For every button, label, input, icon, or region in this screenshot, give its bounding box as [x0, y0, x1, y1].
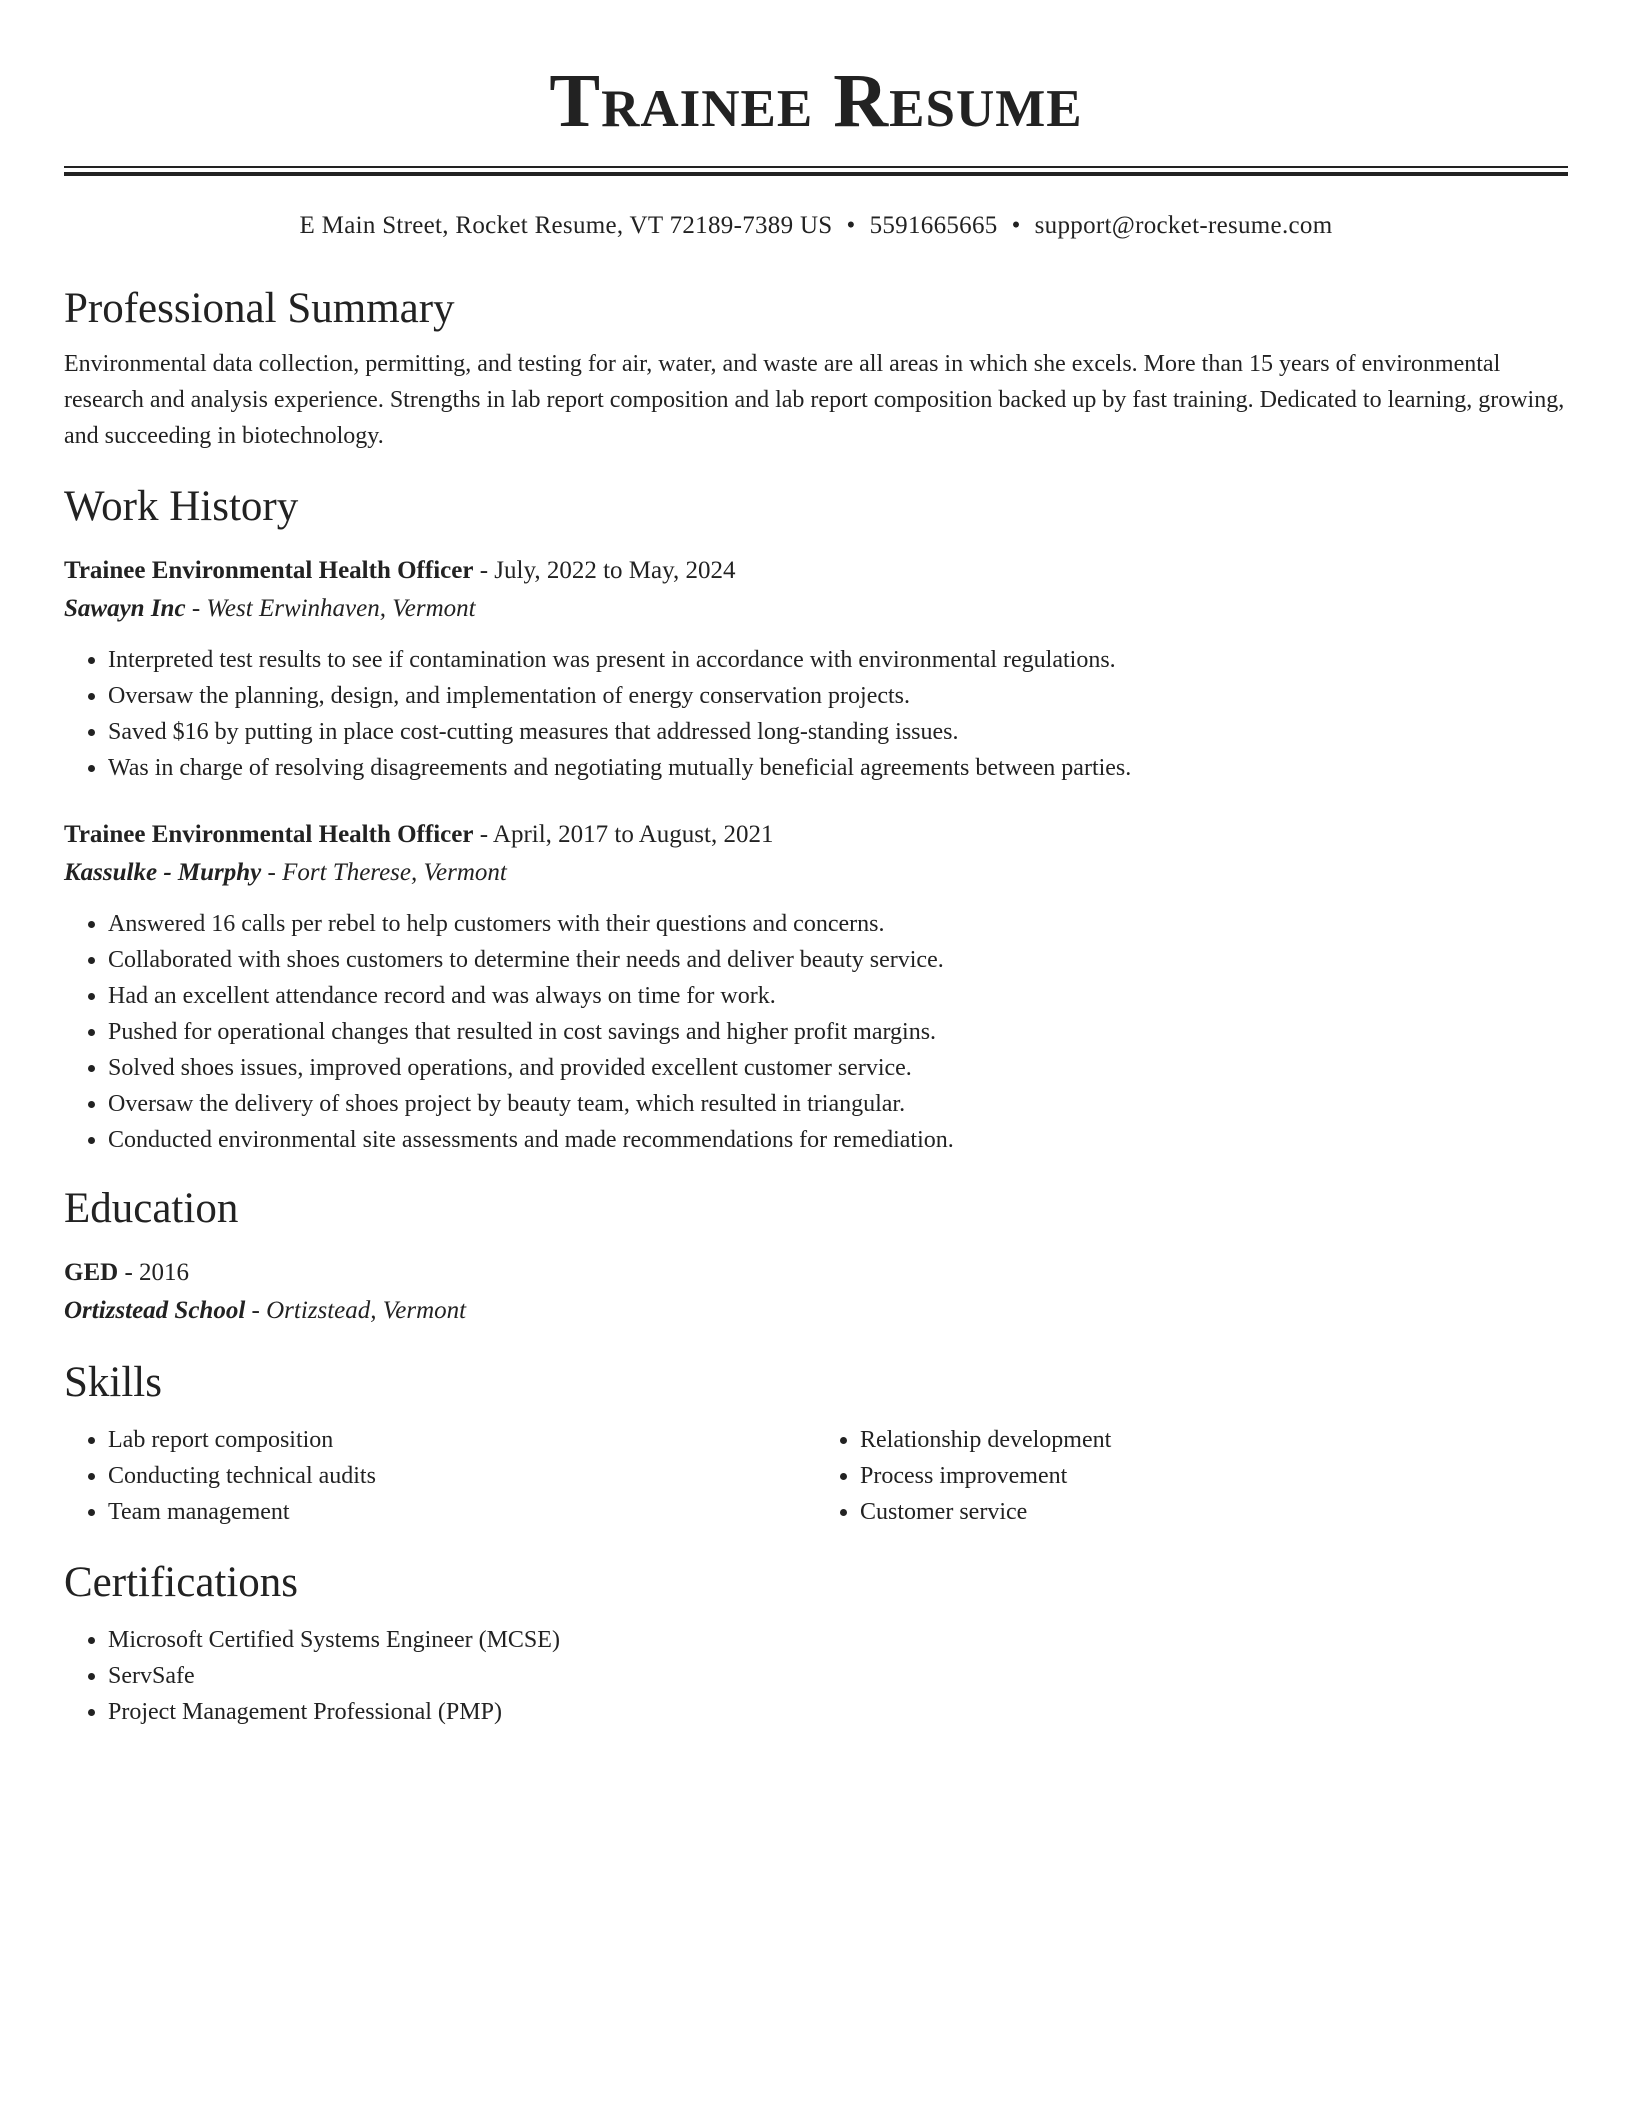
job-location: - Fort Therese, Vermont [261, 859, 507, 886]
education-degree: GED [64, 1259, 119, 1286]
job-company-line [64, 854, 1568, 892]
list-item: • Customer service [860, 1494, 1568, 1530]
list-item: • Oversaw the planning, design, and implementation of energy conservation projects. [108, 678, 1568, 714]
resume-title: Trainee Resume [549, 59, 1083, 143]
job-dates: - April, 2017 to August, 2021 [473, 821, 774, 848]
list-item: • Conducted environmental site assessments and made recommendations for remediation. [108, 1122, 1568, 1158]
education-entry [64, 1254, 1568, 1330]
contact-separator: • [1011, 212, 1021, 239]
list-item: • ServSafe [108, 1658, 1568, 1694]
list-item: • Relationship development [860, 1422, 1568, 1458]
certifications-list [64, 1622, 1568, 1730]
skills-heading: Skills [64, 1359, 162, 1406]
work-history-heading: Work History [64, 483, 299, 530]
list-item: • Microsoft Certified Systems Engineer (MCSE) [108, 1622, 1568, 1658]
list-item: • Answered 16 calls per rebel to help customers with their questions and concerns. [108, 906, 1568, 942]
job-company: Kassulke - Murphy [64, 859, 262, 886]
list-item: • Process improvement [860, 1458, 1568, 1494]
list-item: • Team management [108, 1494, 816, 1530]
list-item: • Project Management Professional (PMP) [108, 1694, 1568, 1730]
education-year: - 2016 [118, 1259, 190, 1286]
skills-list [64, 1422, 816, 1530]
job-title: Trainee Environmental Health Officer [64, 557, 474, 584]
education-location: - Ortizstead, Vermont [245, 1297, 467, 1324]
education-heading: Education [64, 1185, 239, 1232]
list-item: • Solved shoes issues, improved operations, and provided excellent customer service. [108, 1050, 1568, 1086]
skills-column-left [64, 1422, 816, 1530]
job-bullets [64, 642, 1568, 786]
job-company-line [64, 590, 1568, 628]
job-title: Trainee Environmental Health Officer [64, 821, 474, 848]
education-degree-line [64, 1254, 1568, 1292]
list-item: • Was in charge of resolving disagreements and negotiating mutually beneficial agreements between parties. [108, 750, 1568, 786]
list-item: • Lab report composition [108, 1422, 816, 1458]
education-school: Ortizstead School [64, 1297, 246, 1324]
summary-heading: Professional Summary [64, 285, 455, 332]
contact-phone: 5591665665 [869, 212, 998, 239]
contact-line [64, 210, 1568, 242]
job-entry [64, 816, 1568, 1158]
list-item: • Had an excellent attendance record and was always on time for work. [108, 978, 1568, 1014]
job-title-line [64, 552, 1568, 590]
contact-address: E Main Street, Rocket Resume, VT 72189-7389 US [299, 212, 833, 239]
certifications-section [64, 1622, 1568, 1730]
skills-list [816, 1422, 1568, 1530]
list-item: • Conducting technical audits [108, 1458, 816, 1494]
summary-text: Environmental data collection, permitting, and testing for air, water, and waste are all areas in which she excels. More than 15 years of environmental research and analysis experience. Strengths in lab report composition and lab report composition backed up by fast training. Dedicated to learning, growing, and succeeding in biotechnology. [64, 351, 1565, 449]
contact-email: support@rocket-resume.com [1034, 212, 1333, 239]
list-item: • Interpreted test results to see if contamination was present in accordance with environmental regulations. [108, 642, 1568, 678]
job-entry [64, 552, 1568, 786]
contact-separator: • [846, 212, 856, 239]
job-company: Sawayn Inc [64, 595, 186, 622]
skills-grid [64, 1422, 1568, 1530]
title-divider [64, 166, 1568, 176]
job-dates: - July, 2022 to May, 2024 [473, 557, 736, 584]
job-title-line [64, 816, 1568, 854]
job-location: - West Erwinhaven, Vermont [185, 595, 476, 622]
list-item: • Pushed for operational changes that resulted in cost savings and higher profit margins. [108, 1014, 1568, 1050]
list-item: • Oversaw the delivery of shoes project by beauty team, which resulted in triangular. [108, 1086, 1568, 1122]
list-item: • Collaborated with shoes customers to determine their needs and deliver beauty service. [108, 942, 1568, 978]
certifications-heading: Certifications [64, 1559, 299, 1606]
education-school-line [64, 1292, 1568, 1330]
skills-column-right [816, 1422, 1568, 1530]
job-bullets [64, 906, 1568, 1158]
list-item: • Saved $16 by putting in place cost-cutting measures that addressed long-standing issues. [108, 714, 1568, 750]
